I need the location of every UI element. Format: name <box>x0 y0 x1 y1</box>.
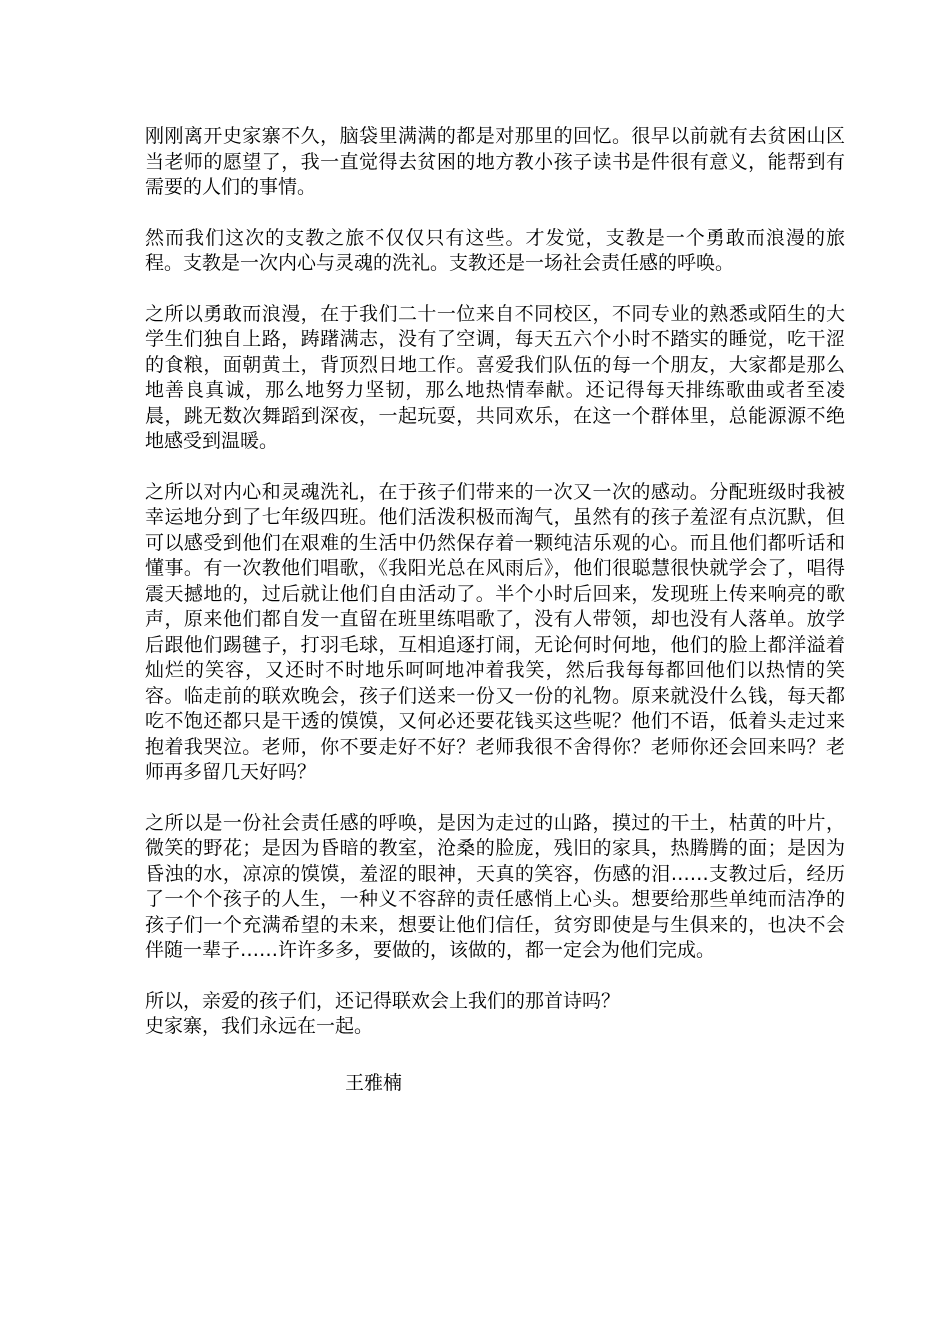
closing-line-1: 所以，亲爱的孩子们，还记得联欢会上我们的那首诗吗？ <box>145 989 621 1012</box>
closing-line-2: 史家寨，我们永远在一起。 <box>145 1015 374 1037</box>
essay-body <box>145 124 845 1040</box>
paragraph-2: 然而我们这次的支教之旅不仅仅只有这些。才发觉，支教是一个勇敢而浪漫的旅程。支教是一次内心与灵魂的洗礼。支教还是一场社会责任感的呼唤。 <box>145 226 845 274</box>
paragraph-5: 之所以是一份社会责任感的呼唤，是因为走过的山路，摸过的干土，枯黄的叶片，微笑的野花；是因为昏暗的教室，沧桑的脸庞，残旧的家具，热腾腾的面；是因为昏浊的水，凉凉的馍馍，羞涩的眼神，天真的笑容，伤感的泪……支教过后，经历了一个个孩子的人生，一种义不容辞的责任感悄上心头。想要给那些单纯而洁净的孩子们一个充满希望的未来，想要让他们信任，贫穷即使是与生俱来的，也决不会伴随一辈子……许许多多，要做的，该做的，都一定会为他们完成。 <box>145 811 845 961</box>
paragraph-3: 之所以勇敢而浪漫，在于我们二十一位来自不同校区，不同专业的熟悉或陌生的大学生们独自上路，踌躇满志，没有了空调，每天五六个小时不踏实的睡觉，吃干涩的食粮，面朝黄土，背顶烈日地工作。喜爱我们队伍的每一个朋友，大家都是那么地善良真诚，那么地努力坚韧，那么地热情奉献。还记得每天排练歌曲或者至凌晨，跳无数次舞蹈到深夜，一起玩耍，共同欢乐，在这一个群体里，总能源源不绝地感受到温暖。 <box>145 302 845 452</box>
paragraph-1: 刚刚离开史家寨不久，脑袋里满满的都是对那里的回忆。很早以前就有去贫困山区当老师的愿望了，我一直觉得去贫困的地方教小孩子读书是件很有意义，能帮到有需要的人们的事情。 <box>145 125 845 198</box>
paragraph-4: 之所以对内心和灵魂洗礼，在于孩子们带来的一次又一次的感动。分配班级时我被幸运地分到了七年级四班。他们活泼积极而淘气，虽然有的孩子羞涩有点沉默，但可以感受到他们在艰难的生活中仍然保存着一颗纯洁乐观的心。而且他们都听话和懂事。有一次教他们唱歌，《我阳光总在风雨后》，他们很聪慧很快就学会了，唱得震天撼地的，过后就让他们自由活动了。半个小时后回来，发现班上传来响亮的歌声，原来他们都自发一直留在班里练唱歌了，没有人带领，却也没有人落单。放学后跟他们踢毽子，打羽毛球，互相追逐打闹，无论何时何地，他们的脸上都洋溢着灿烂的笑容，又还时不时地乐呵呵地冲着我笑，然后我每每都回他们以热情的笑容。临走前的联欢晚会，孩子们送来一份又一份的礼物。原来就没什么钱，每天都吃不饱还都只是干透的馍馍，又何必还要花钱买这些呢？他们不语，低着头走过来抱着我哭泣。老师，你不要走好不好？老师我很不舍得你？老师你还会回来吗？老师再多留几天好吗？ <box>145 480 845 783</box>
author-signature: 王雅楠 <box>345 1072 403 1094</box>
closing-block <box>145 989 845 1040</box>
